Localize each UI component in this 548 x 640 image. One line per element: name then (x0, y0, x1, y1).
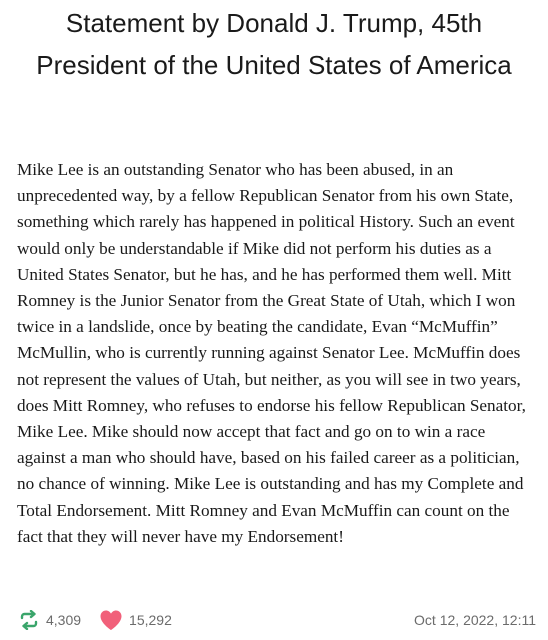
like-count: 15,292 (129, 612, 172, 628)
heart-icon (99, 609, 123, 631)
retruth-button[interactable] (18, 610, 81, 630)
like-button[interactable] (99, 609, 172, 631)
retruth-icon (18, 610, 40, 630)
post-stats (18, 606, 190, 634)
retruth-count: 4,309 (46, 612, 82, 628)
post-timestamp[interactable]: Oct 12, 2022, 12:11 (414, 612, 536, 628)
post-body: Mike Lee is an outstanding Senator who has been abused, in an unprecedented way, by a fellow Republican Senator from his own State, something which rarely has happened in political History. Such an event would only be understandable if Mike did not perform his duties as a United States Senator, but he has, and he has performed them well. Mitt Romney is the Junior Senator from the Great State of Utah, which I won twice in a landslide, once by beating the candidate, Evan “McMuffin” McMullin, who is currently running against Senator Lee. McMuffin does not represent the values of Utah, but neither, as you will see in two years, does Mitt Romney, who refuses to endorse his fellow Republican Senator, Mike Lee. Mike should now accept that fact and go on to win a race against a man who should have, based on his failed career as a politician, no chance of winning. Mike Lee is outstanding and has my Complete and Total Endorsement. Mitt Romney and Evan McMuffin can count on the fact that they will never have my Endorsement! (17, 160, 526, 546)
post-title: Statement by Donald J. Trump, 45th President of the United States of America (36, 8, 512, 80)
